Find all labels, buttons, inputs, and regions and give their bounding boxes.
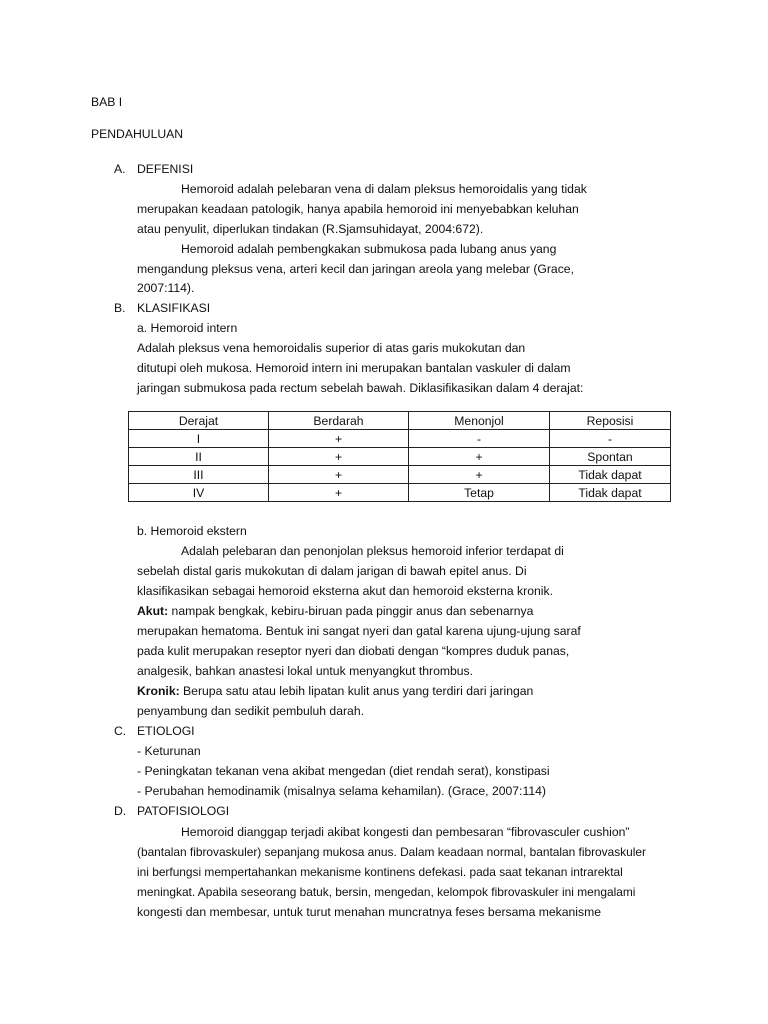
table-row (129, 484, 671, 502)
section-c-marker: C. (114, 724, 127, 738)
list-item: - Keturunan (137, 744, 201, 758)
section-a-title: DEFENISI (137, 162, 194, 176)
table-cell: I (129, 430, 269, 448)
paragraph-line: analgesik, bahkan anastesi lokal untuk menyangkut thrombus. (137, 664, 474, 678)
paragraph-line: merupakan keadaan patologik, hanya apabila hemoroid ini menyebabkan keluhan (137, 202, 579, 216)
paragraph-line: Hemoroid dianggap terjadi akibat kongesti dan pembesaran “fibrovasculer cushion” (181, 825, 630, 839)
akut-label: Akut: (137, 604, 169, 618)
column-header: Menonjol (409, 412, 550, 430)
table-cell: - (409, 430, 550, 448)
kronik-text: Berupa satu atau lebih lipatan kulit anus yang terdiri dari jaringan (179, 684, 534, 698)
paragraph-line: sebelah distal garis mukokutan di dalam jarigan di bawah epitel anus. Di (137, 564, 527, 578)
table-cell: Spontan (550, 448, 671, 466)
table-cell: Tidak dapat (550, 466, 671, 484)
paragraph-line: merupakan hematoma. Bentuk ini sangat nyeri dan gatal karena ujung-ujung saraf (137, 624, 581, 638)
paragraph-line: 2007:114). (137, 281, 195, 295)
chapter-title: PENDAHULUAN (91, 127, 184, 141)
paragraph-line (137, 603, 533, 619)
table-row (129, 430, 671, 448)
section-b-title: KLASIFIKASI (137, 301, 211, 315)
paragraph-line (137, 683, 533, 699)
subsection-title: b. Hemoroid ekstern (137, 524, 247, 538)
paragraph-line: meningkat. Apabila seseorang batuk, bersin, mengedan, kelompok fibrovaskuler ini mengalami (137, 885, 636, 899)
paragraph-line: Adalah pleksus vena hemoroidalis superior di atas garis mukokutan dan (137, 341, 526, 355)
table-cell: Tetap (409, 484, 550, 502)
list-item: - Perubahan hemodinamik (misalnya selama kehamilan). (Grace, 2007:114) (137, 784, 546, 798)
column-header: Derajat (129, 412, 269, 430)
paragraph-line: Hemoroid adalah pelebaran vena di dalam pleksus hemoroidalis yang tidak (181, 182, 587, 196)
list-item: - Peningkatan tekanan vena akibat mengedan (diet rendah serat), konstipasi (137, 764, 550, 778)
paragraph-line: ini berfungsi mempertahankan mekanisme kontinens defekasi. pada saat tekanan intrarektal (137, 865, 623, 879)
table-cell: + (269, 466, 409, 484)
paragraph-line: mengandung pleksus vena, arteri kecil dan jaringan areola yang melebar (Grace, (137, 262, 574, 276)
section-d-marker: D. (114, 804, 127, 818)
table-cell: II (129, 448, 269, 466)
table-cell: IV (129, 484, 269, 502)
kronik-label: Kronik: (137, 684, 180, 698)
table-cell: + (269, 430, 409, 448)
table-cell: + (409, 448, 550, 466)
table-cell: III (129, 466, 269, 484)
table-row (129, 448, 671, 466)
paragraph-line: Hemoroid adalah pembengkakan submukosa pada lubang anus yang (181, 242, 557, 256)
table-header-row (129, 412, 671, 430)
chapter-number: BAB I (91, 95, 123, 109)
paragraph-line: pada kulit merupakan reseptor nyeri dan diobati dengan “kompres duduk panas, (137, 644, 570, 658)
paragraph-line: ditutupi oleh mukosa. Hemoroid intern ini merupakan bantalan vaskuler di dalam (137, 361, 571, 375)
derajat-table (128, 411, 671, 502)
akut-text: nampak bengkak, kebiru-biruan pada pinggir anus dan sebenarnya (168, 604, 534, 618)
table-row (129, 466, 671, 484)
section-b-marker: B. (114, 301, 126, 315)
column-header: Berdarah (269, 412, 409, 430)
section-d-title: PATOFISIOLOGI (137, 804, 230, 818)
paragraph-line: kongesti dan membesar, untuk turut menahan muncratnya feses bersama mekanisme (137, 905, 602, 919)
paragraph-line: klasifikasikan sebagai hemoroid eksterna akut dan hemoroid eksterna kronik. (137, 584, 553, 598)
paragraph-line: (bantalan fibrovaskuler) sepanjang mukosa anus. Dalam keadaan normal, bantalan fibrovaskuler (137, 845, 646, 859)
table-cell: Tidak dapat (550, 484, 671, 502)
subsection-title: a. Hemoroid intern (137, 321, 238, 335)
paragraph-line: penyambung dan sedikit pembuluh darah. (137, 704, 364, 718)
paragraph-line: Adalah pelebaran dan penonjolan pleksus hemoroid inferior terdapat di (181, 544, 564, 558)
table-cell: - (550, 430, 671, 448)
table-cell: + (269, 484, 409, 502)
table-cell: + (269, 448, 409, 466)
section-c-title: ETIOLOGI (137, 724, 195, 738)
table-cell: + (409, 466, 550, 484)
paragraph-line: jaringan submukosa pada rectum sebelah bawah. Diklasifikasikan dalam 4 derajat: (137, 381, 584, 395)
paragraph-line: atau penyulit, diperlukan tindakan (R.Sjamsuhidayat, 2004:672). (137, 222, 484, 236)
section-a-marker: A. (114, 162, 126, 176)
column-header: Reposisi (550, 412, 671, 430)
